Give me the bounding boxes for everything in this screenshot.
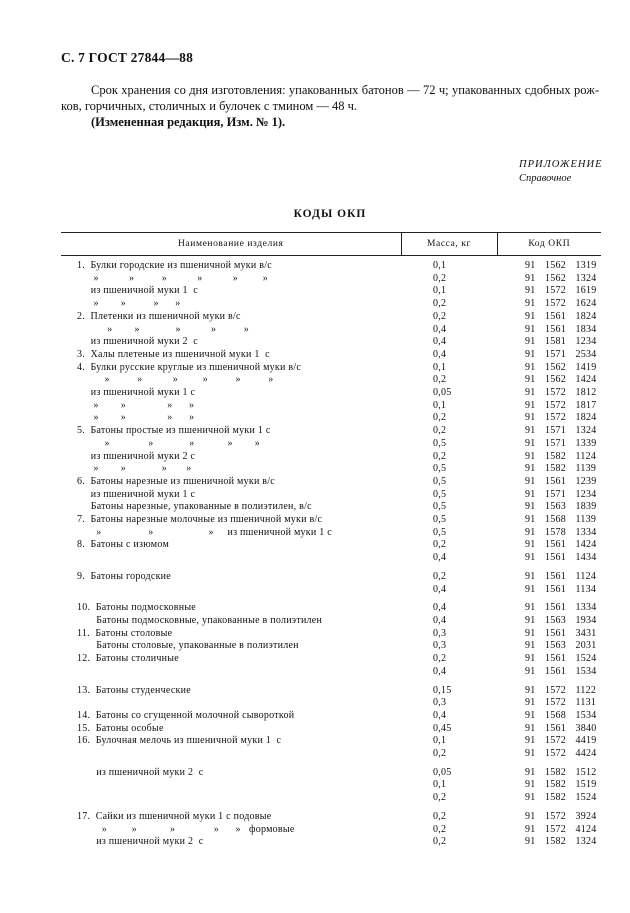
cell-name: 12. Батоны столичные [77,653,179,665]
table-row [61,425,601,438]
cell-mass: 0,1 [433,285,447,297]
cell-mass: 0,1 [433,260,447,271]
cell-code: 91 1582 1139 [525,463,597,475]
cell-name: 9. Батоны городские [77,570,171,582]
table-row [61,256,601,273]
cell-mass: 0,1 [433,399,447,411]
table-row [61,374,601,387]
cell-mass: 0,2 [433,310,447,322]
cell-name: » » » » » » [77,374,274,386]
cell-code: 91 1561 1124 [525,570,597,582]
cell-mass: 0,2 [433,570,447,582]
cell-code: 91 1563 1839 [525,501,597,513]
cell-mass: 0,2 [433,298,447,310]
cell-mass: 0,4 [433,583,447,595]
cell-code: 91 1561 1524 [525,653,597,665]
cell-mass: 0,4 [433,552,447,564]
cell-name: » » » » [77,463,192,475]
cell-name: 10. Батоны подмосковные [77,602,196,614]
cell-mass: 0,3 [433,697,447,709]
table-row [61,476,601,489]
cell-code: 91 1561 3840 [525,722,597,734]
cell-code: 91 1571 2534 [525,348,597,360]
amendment-note: (Измененная редакция, Изм. № 1). [91,115,286,129]
cell-mass: 0,4 [433,602,447,614]
table-row [61,710,601,723]
cell-mass: 0,5 [433,526,447,538]
table-header-row [61,233,601,256]
header-mass: Масса, кг [401,233,497,256]
table-row [61,748,601,761]
cell-code: 91 1561 1134 [525,583,597,595]
cell-name [61,584,401,597]
cell-mass: 0,2 [433,792,447,804]
cell-mass: 0,1 [433,779,447,791]
cell-code: 91 1582 1524 [525,792,597,804]
cell-name: 2. Плетенки из пшеничной муки в/с [77,310,241,322]
cell-name: » » » » » » [77,272,268,284]
cell-code: 91 1568 1139 [525,514,597,526]
cell-name: из пшеничной муки 1 с [77,488,196,500]
cell-name: » » » » [77,298,181,310]
cell-name [61,779,401,792]
cell-mass: 0,2 [433,374,447,386]
cell-mass: 0,2 [433,412,447,424]
table-row [61,805,601,824]
cell-code: 91 1562 1324 [525,272,597,284]
cell-name: из пшеничной муки 2 с [77,450,196,462]
cell-name [61,748,401,761]
table-row [61,539,601,552]
table-row [61,824,601,837]
cell-name: из пшеничной муки 2 с [77,336,198,348]
page-header: С. 7 ГОСТ 27844—88 [61,50,194,65]
cell-mass: 0,45 [433,722,452,734]
cell-code: 91 1563 1934 [525,614,597,626]
cell-code: 91 1572 4424 [525,748,597,760]
cell-name: 6. Батоны нарезные из пшеничной муки в/с [77,475,275,487]
cell-name: 4. Булки русские круглые из пшеничной муки в/с [77,361,302,373]
cell-code: 91 1581 1234 [525,336,597,348]
table-row [61,792,601,805]
cell-name: 5. Батоны простые из пшеничной муки 1 с [77,425,271,437]
cell-name [61,552,401,565]
cell-name: » » » » » [77,437,260,449]
table-row [61,285,601,298]
table-row [61,273,601,286]
table-row [61,723,601,736]
storage-paragraph: Срок хранения со дня изготовления: упакованных батонов — 72 ч; упакованных сдобных рож-ков, горчичных, столичных и булочек с тмином — 48 ч. [61,83,599,113]
cell-name: 17. Сайки из пшеничной муки 1 с подовые [77,810,272,822]
cell-name: из пшеничной муки 2 с [77,836,204,848]
cell-mass: 0,2 [433,748,447,760]
cell-mass: 0,2 [433,653,447,665]
intro-block [61,82,599,130]
table-body [61,256,601,849]
appendix-subtitle: Справочное [519,173,572,184]
cell-mass: 0,3 [433,640,447,652]
cell-code: 91 1568 1534 [525,709,597,721]
cell-mass: 0,2 [433,810,447,822]
cell-code: 91 1563 2031 [525,640,597,652]
cell-name: » » » » » формовые [77,823,295,835]
cell-mass: 0,2 [433,450,447,462]
cell-name: 13. Батоны студенческие [77,684,191,696]
table-row [61,514,601,527]
cell-name: 1. Булки городские из пшеничной муки в/с [77,260,272,271]
table-row [61,324,601,337]
cell-mass: 0,4 [433,709,447,721]
table-row [61,584,601,597]
cell-code: 91 1572 1131 [525,697,597,709]
table-row [61,451,601,464]
cell-code: 91 1582 1519 [525,779,597,791]
cell-mass: 0,2 [433,425,447,437]
okp-codes-table [61,232,601,849]
header-name: Наименование изделия [61,233,401,256]
cell-name: 3. Халы плетеные из пшеничной муки 1 с [77,348,270,360]
cell-mass: 0,2 [433,539,447,551]
cell-code: 91 1562 1424 [525,374,597,386]
table-row [61,387,601,400]
table-row [61,552,601,565]
cell-code: 91 1562 1319 [525,260,597,271]
table-row [61,735,601,748]
cell-mass: 0,4 [433,323,447,335]
cell-code: 91 1582 1124 [525,450,597,462]
cell-code: 91 1571 1339 [525,437,597,449]
cell-code: 91 1572 4124 [525,823,597,835]
cell-name: из пшеничной муки 1 с [77,285,198,297]
cell-mass: 0,15 [433,684,452,696]
cell-mass: 0,5 [433,514,447,526]
cell-name [61,666,401,679]
cell-name: Батоны нарезные, упакованные в полиэтилен, в/с [77,501,312,513]
cell-mass: 0,05 [433,387,452,399]
cell-code: 91 1572 3924 [525,810,597,822]
cell-code: 91 1582 1324 [525,836,597,848]
cell-code: 91 1561 1834 [525,323,597,335]
cell-name: » » » из пшеничной муки 1 с [77,526,332,538]
table-row [61,501,601,514]
table-row [61,697,601,710]
cell-code: 91 1572 1824 [525,412,597,424]
cell-mass: 0,4 [433,665,447,677]
table-row [61,336,601,349]
cell-name [61,792,401,805]
cell-code: 91 1561 1534 [525,665,597,677]
cell-mass: 0,4 [433,348,447,360]
cell-name: 7. Батоны нарезные молочные из пшеничной муки в/с [77,514,323,526]
cell-mass: 0,5 [433,437,447,449]
cell-code: 91 1578 1334 [525,526,597,538]
table-row [61,615,601,628]
table-row [61,679,601,698]
appendix-title: ПРИЛОЖЕНИЕ [519,159,603,170]
table-row [61,463,601,476]
cell-name: из пшеничной муки 2 с [77,766,204,778]
cell-code: 91 1572 1122 [525,684,597,696]
cell-code: 91 1572 1812 [525,387,597,399]
cell-name: Батоны подмосковные, упакованные в полиэтилен [77,614,323,626]
cell-mass: 0,1 [433,735,447,747]
cell-mass: 0,5 [433,463,447,475]
cell-code: 91 1561 1824 [525,310,597,322]
cell-mass: 0,1 [433,361,447,373]
table-row [61,489,601,502]
cell-mass: 0,5 [433,501,447,513]
table-row [61,779,601,792]
cell-name: 16. Булочная мелочь из пшеничной муки 1 с [77,735,282,747]
cell-mass: 0,5 [433,475,447,487]
cell-code: 91 1572 1624 [525,298,597,310]
table-row [61,349,601,362]
cell-code: 91 1572 4419 [525,735,597,747]
cell-code: 91 1572 1817 [525,399,597,411]
cell-code: 91 1572 1619 [525,285,597,297]
cell-mass: 0,2 [433,272,447,284]
table-row [61,653,601,666]
table-row [61,298,601,311]
table-row [61,640,601,653]
cell-name: Батоны столовые, упакованные в полиэтилен [77,640,299,652]
table-row [61,836,601,849]
cell-mass: 0,3 [433,627,447,639]
cell-code: 91 1561 1424 [525,539,597,551]
cell-code: 91 1561 1334 [525,602,597,614]
cell-code: 91 1582 1512 [525,766,597,778]
cell-code: 91 1571 1324 [525,425,597,437]
table-row [61,565,601,584]
appendix-label [519,158,603,186]
table-row [61,527,601,540]
table-row [61,311,601,324]
table-row [61,400,601,413]
table-row [61,412,601,425]
cell-mass: 0,4 [433,336,447,348]
cell-name: » » » » [77,399,195,411]
cell-mass: 0,5 [433,488,447,500]
cell-name: 11. Батоны столовые [77,627,173,639]
cell-code: 91 1562 1419 [525,361,597,373]
cell-mass: 0,2 [433,836,447,848]
table-row [61,438,601,451]
cell-name [61,697,401,710]
table-title: КОДЫ ОКП [293,208,367,220]
header-code: Код ОКП [497,233,601,256]
cell-name: 8. Батоны с изюмом [77,539,170,551]
cell-mass: 0,05 [433,766,452,778]
cell-name: из пшеничной муки 1 с [77,387,196,399]
table-row [61,761,601,780]
cell-mass: 0,4 [433,614,447,626]
table-row [61,362,601,375]
cell-name: 14. Батоны со сгущенной молочной сывороткой [77,709,295,721]
table-row [61,666,601,679]
cell-mass: 0,2 [433,823,447,835]
cell-code: 91 1561 3431 [525,627,597,639]
cell-code: 91 1561 1434 [525,552,597,564]
table-row [61,596,601,615]
cell-name: » » » » [77,412,195,424]
cell-code: 91 1561 1239 [525,475,597,487]
cell-code: 91 1571 1234 [525,488,597,500]
table-row [61,628,601,641]
cell-name: 15. Батоны особые [77,722,164,734]
cell-name: » » » » » [77,323,249,335]
